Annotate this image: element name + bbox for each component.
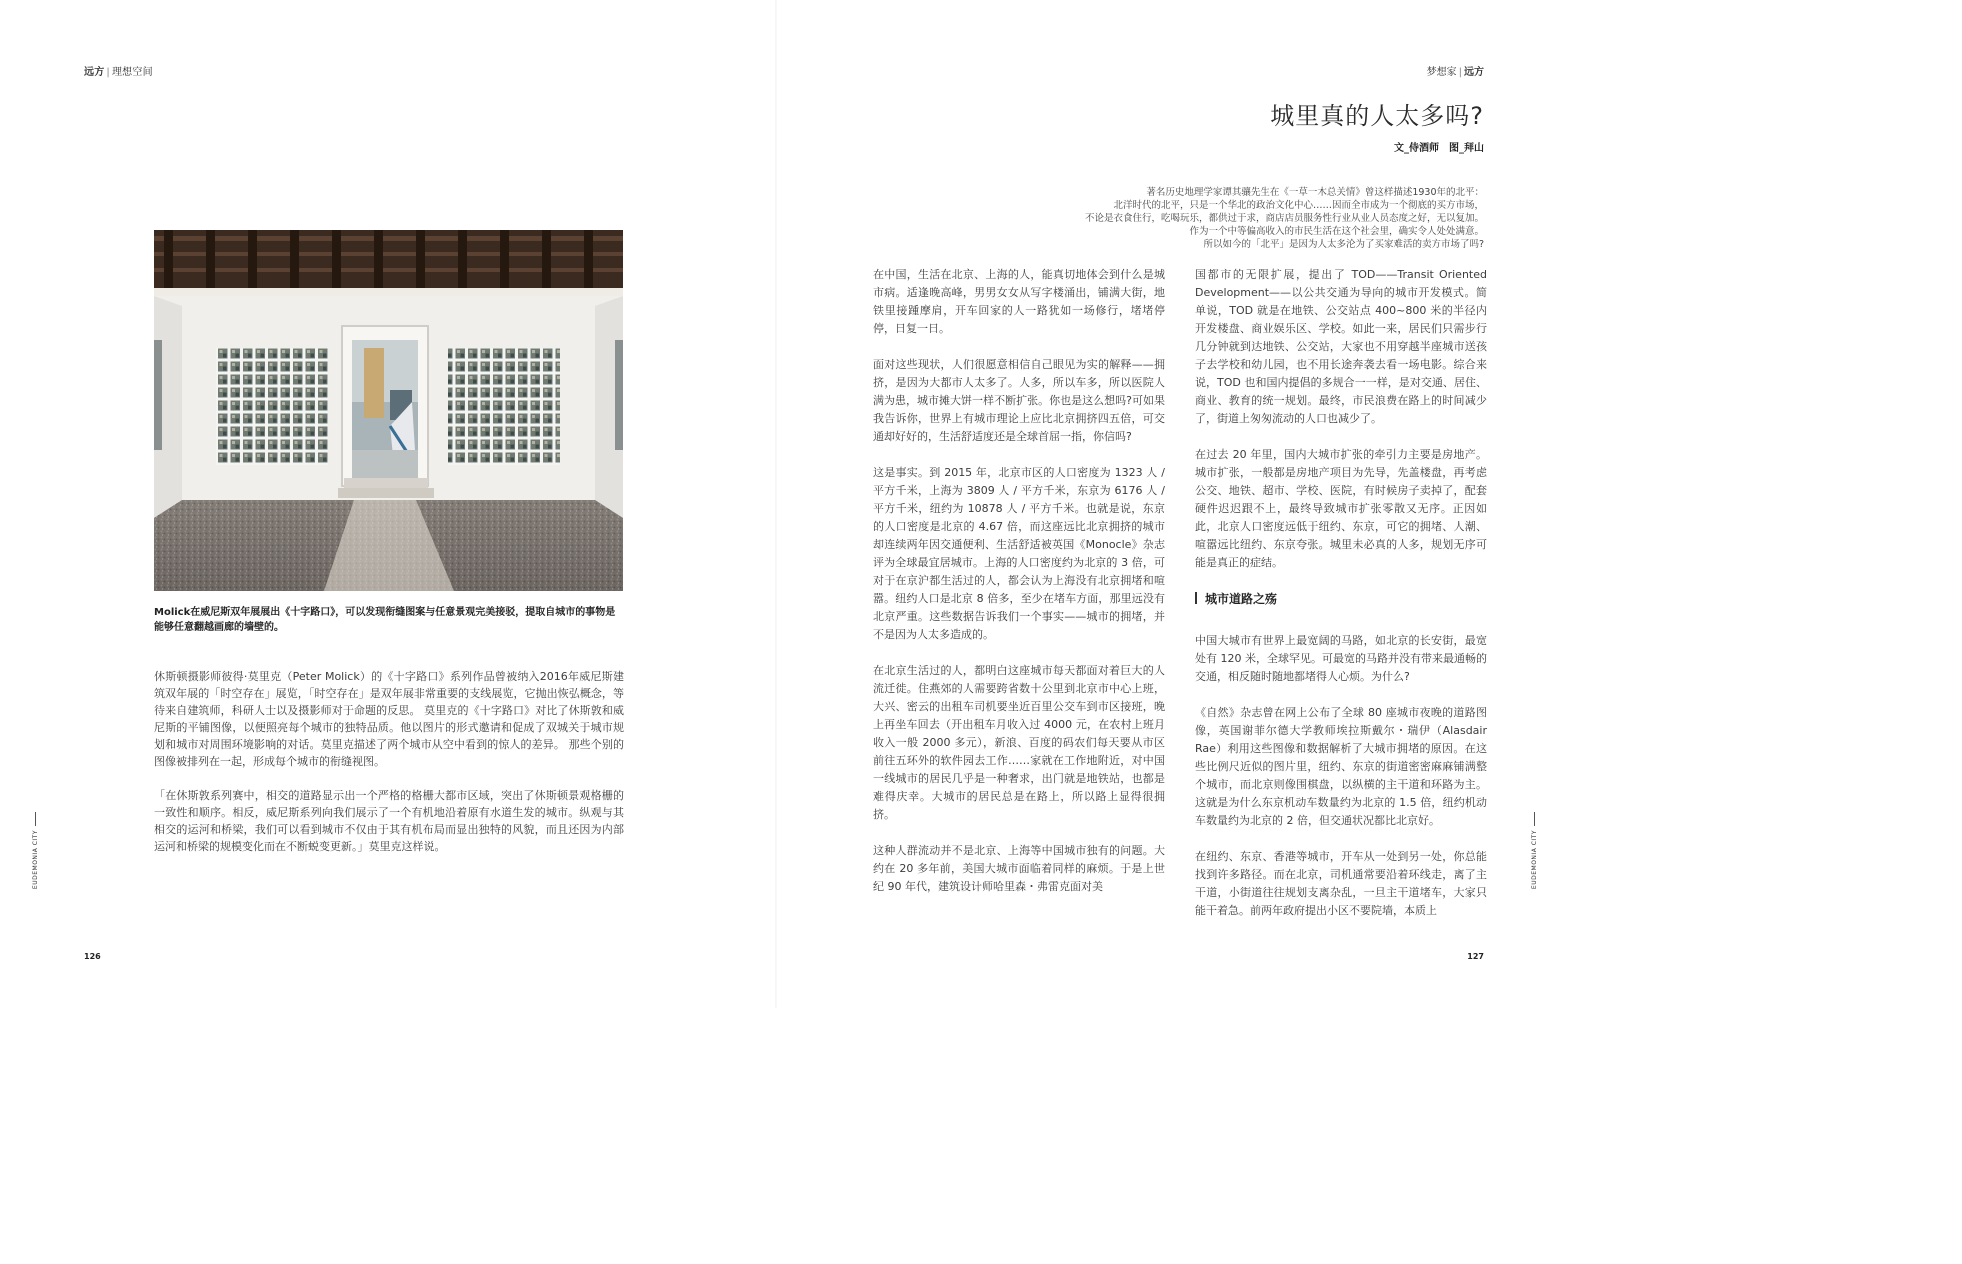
intro-line: 作为一个中等偏高收入的市民生活在这个社会里，确实令人处处满意。 xyxy=(1189,226,1484,237)
article-byline: 文_侍酒师 图_拜山 xyxy=(1394,143,1484,154)
side-brand-mark: EUDEMONIA CITY xyxy=(32,830,39,890)
text-column-1 xyxy=(873,266,1165,914)
section-subhead xyxy=(1195,590,1487,608)
subhead-bar xyxy=(1195,592,1197,604)
running-header-left xyxy=(84,63,153,78)
article-intro xyxy=(1044,186,1484,251)
subhead-text: 城市道路之殇 xyxy=(1205,592,1278,606)
intro-line: 所以如今的「北平」是因为人太多沦为了买家难活的卖方市场了吗? xyxy=(1203,239,1484,250)
header-section: 远方 xyxy=(84,67,105,78)
header-subsection: 远方 xyxy=(1464,67,1484,78)
intro-line: 不论是衣食住行，吃喝玩乐，都供过于求，商店店员服务性行业从业人员态度之好，无以复加。 xyxy=(1084,213,1484,224)
intro-line: 著名历史地理学家谭其骧先生在《一草一木总关情》曾这样描述1930年的北平： xyxy=(1146,187,1484,198)
article-title: 城里真的人太多吗? xyxy=(1270,102,1484,130)
header-separator: | xyxy=(106,67,110,78)
side-brand-mark: EUDEMONIA CITY xyxy=(1531,830,1538,890)
paragraph: 这种人群流动并不是北京、上海等中国城市独有的问题。大约在 20 多年前，美国大城市面临着同样的麻烦。于是上世纪 90 年代，建筑设计师哈里森・弗雷克面对美 xyxy=(873,844,1165,893)
page-number: 126 xyxy=(84,952,101,961)
paragraph: 在中国，生活在北京、上海的人，能真切地体会到什么是城市病。适逢晚高峰，男男女女从写字楼涌出，铺满大街，地铁里接踵摩肩，开车回家的人一路犹如一场修行，堵堵停停，日复一日。 xyxy=(873,268,1165,335)
gallery-photo xyxy=(154,230,623,591)
paragraph: 国都市的无限扩展，提出了 TOD——Transit Oriented Development——以公共交通为导向的城市开发模式。简单说，TOD 就是在地铁、公交站点 400~800 米的半径内开发楼盘、商业娱乐区、学校。如此一来，居民们只需步行几分钟就到达地铁、公交站，大家也不用穿越半座城市送孩子去学校和幼儿园，也不用长途奔袭去看一场电影。综合来说，TOD 也和国内提倡的多规合一一样，是对交通、居住、商业、教育的统一规划。最终，市民浪费在路上的时间减少了，街道上匆匆流动的人口也减少了。 xyxy=(1195,268,1487,425)
paragraph: 在纽约、东京、香港等城市，开车从一处到另一处，你总能找到许多路径。而在北京，司机通常要沿着环线走，离了主干道，小街道往往规划支离杂乱，一旦主干道堵车，大家只能干着急。前两年政府提出小区不要院墙，本质上 xyxy=(1195,850,1487,917)
header-separator: | xyxy=(1458,67,1462,78)
paragraph: 面对这些现状，人们很愿意相信自己眼见为实的解释——拥挤，是因为大都市人太多了。人多，所以车多，所以医院人满为患，城市摊大饼一样不断扩张。你也是这么想吗?可如果我告诉你，世界上有城市理论上应比北京拥挤四五倍，可交通却好好的，生活舒适度还是全球首屈一指，你信吗? xyxy=(873,358,1165,443)
paragraph: 这是事实。到 2015 年，北京市区的人口密度为 1323 人 / 平方千米，上海为 3809 人 / 平方千米，东京为 6176 人 / 平方千米，纽约为 10878 人 / 平方千米。也就是说，东京的人口密度是北京的 4.67 倍，而这座远比北京拥挤的城市却连续两年因交通便利、生活舒适被英国《Monocle》杂志评为全球最宜居城市。上海的人口密度约为北京的 3 倍，可对于在京沪都生活过的人，都会认为上海没有北京拥堵和喧嚣。纽约人口是北京 8 倍多，至少在堵车方面，那里远没有北京严重。这些数据告诉我们一个事实——城市的拥堵，并不是因为人太多造成的。 xyxy=(873,466,1165,641)
margin-tick xyxy=(1534,812,1535,826)
paragraph: 中国大城市有世界上最宽阔的马路，如北京的长安街，最宽处有 120 米，全球罕见。可最宽的马路并没有带来最通畅的交通，相反随时随地都堵得人心烦。为什么? xyxy=(1195,634,1487,683)
text-column-2 xyxy=(1195,266,1487,938)
paragraph: 《自然》杂志曾在网上公布了全球 80 座城市夜晚的道路图像，英国谢菲尔德大学教师埃拉斯戴尔・瑞伊（Alasdair Rae）利用这些图像和数据解析了大城市拥堵的原因。在这些比例尺近似的图片里，纽约、东京的街道密密麻麻铺满整个城市，而北京则像围棋盘，以纵横的主干道和环路为主。这就是为什么东京机动车数量约为北京的 1.5 倍，纽约机动车数量约为北京的 2 倍，但交通状况都比北京好。 xyxy=(1195,706,1487,827)
header-section: 梦想家 xyxy=(1426,67,1457,78)
photo-caption: Molick在威尼斯双年展展出《十字路口》，可以发现衔缝图案与任意景观完美接驳，提取自城市的事物是能够任意翻越画廊的墙壁的。 xyxy=(154,607,616,633)
paragraph: 在北京生活过的人，都明白这座城市每天都面对着巨大的人流迁徙。住燕郊的人需要跨省数十公里到北京市中心上班，大兴、密云的出租车司机要坐近百里公交车到市区接班，晚上再坐车回去（开出租车月收入过 4000 元，在农村上班月收入一般 2000 多元），新浪、百度的码农们每天要从市区前往五环外的软件园去工作……家就在工作地附近，对中国一线城市的居民几乎是一种奢求，出门就是地铁站，也都是难得庆幸。大城市的居民总是在路上，所以路上显得很拥挤。 xyxy=(873,664,1165,821)
paragraph: 在过去 20 年里，国内大城市扩张的牵引力主要是房地产。城市扩张，一般都是房地产项目为先导，先盖楼盘，再考虑公交、地铁、超市、学校、医院，有时候房子卖掉了，配套硬件迟迟跟不上，最终导致城市扩张零散又无序。正因如此，北京人口密度远低于纽约、东京，可它的拥堵、人潮、喧嚣远比纽约、东京夸张。城里未必真的人多，规划无序可能是真正的症结。 xyxy=(1195,448,1487,569)
intro-line: 北洋时代的北平，只是一个华北的政治文化中心……因而全市成为一个彻底的买方市场， xyxy=(1113,200,1484,211)
paragraph: 「在休斯敦系列赛中，相交的道路显示出一个严格的格栅大都市区域，突出了休斯顿景观格栅的一致性和顺序。相反，威尼斯系列向我们展示了一个有机地沿着原有水道生发的城市。纵观与其相交的运河和桥梁，我们可以看到城市不仅由于其有机布局而显出独特的风貌，而且还因为内部运河和桥梁的规模变化而在不断蜕变更新。」莫里克这样说。 xyxy=(154,789,624,853)
left-page xyxy=(0,0,776,1008)
left-body-text xyxy=(154,668,624,872)
page-number: 127 xyxy=(1467,952,1484,961)
running-header-right xyxy=(1427,63,1484,78)
margin-tick xyxy=(35,812,36,826)
header-subsection: 理想空间 xyxy=(111,67,153,78)
paragraph: 休斯顿摄影师彼得·莫里克（Peter Molick）的《十字路口》系列作品曾被纳入2016年威尼斯建筑双年展的「时空存在」展览，「时空存在」是双年展非常重要的支线展览，它抛出恢弘概念，等待来自建筑师，科研人士以及摄影师对于命题的反思。 莫里克的《十字路口》对比了休斯敦和威尼斯的平铺图像，以便照亮每个城市的独特品质。他以图片的形式邀请和促成了双城关于城市规划和城市对周围环境影响的对话。莫里克描述了两个城市从空中看到的惊人的差异。 那些个别的图像被排列在一起，形成每个城市的衔缝视图。 xyxy=(154,670,624,768)
